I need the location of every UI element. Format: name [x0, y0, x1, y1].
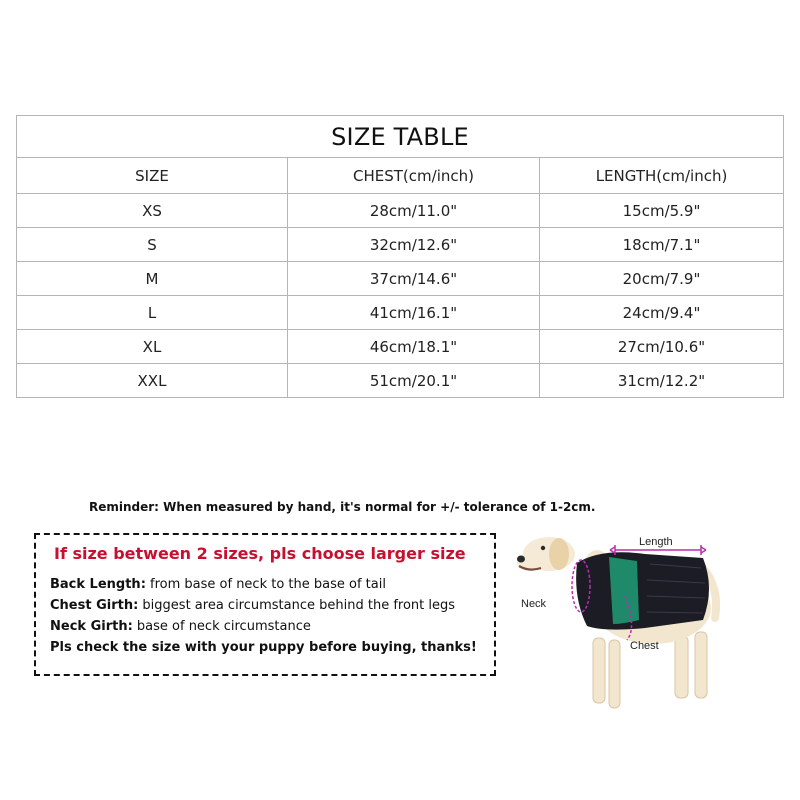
- size-cell: L: [17, 296, 288, 330]
- chest-cell: 32cm/12.6": [288, 228, 540, 262]
- length-cell: 20cm/7.9": [540, 262, 784, 296]
- table-row: [17, 296, 784, 330]
- length-label: Length: [639, 536, 673, 548]
- neck-girth-term: Neck Girth:: [50, 619, 133, 634]
- table-title: SIZE TABLE: [17, 116, 784, 158]
- larger-size-headline: If size between 2 sizes, pls choose larger size: [54, 544, 466, 563]
- table-row: [17, 262, 784, 296]
- dog-measurement-figure: [505, 528, 765, 718]
- measurement-reminder: Reminder: When measured by hand, it's normal for +/- tolerance of 1-2cm.: [89, 500, 596, 514]
- length-cell: 24cm/9.4": [540, 296, 784, 330]
- sizing-notes-box: [34, 533, 496, 676]
- chest-cell: 41cm/16.1": [288, 296, 540, 330]
- chest-girth-desc: biggest area circumstance behind the front legs: [138, 598, 456, 613]
- chest-cell: 51cm/20.1": [288, 364, 540, 398]
- chest-label: Chest: [630, 640, 659, 652]
- size-cell: XXL: [17, 364, 288, 398]
- back-length-note: [50, 577, 386, 592]
- chest-cell: 46cm/18.1": [288, 330, 540, 364]
- chest-cell: 37cm/14.6": [288, 262, 540, 296]
- size-cell: M: [17, 262, 288, 296]
- table-row: [17, 330, 784, 364]
- closing-note: Pls check the size with your puppy before buying, thanks!: [50, 640, 477, 655]
- table-row: [17, 364, 784, 398]
- size-cell: XL: [17, 330, 288, 364]
- chest-cell: 28cm/11.0": [288, 194, 540, 228]
- table-title-row: [17, 116, 784, 158]
- dog-coat: [576, 552, 709, 629]
- column-header-length: LENGTH(cm/inch): [540, 158, 784, 194]
- column-header-size: SIZE: [17, 158, 288, 194]
- length-cell: 27cm/10.6": [540, 330, 784, 364]
- size-cell: XS: [17, 194, 288, 228]
- chest-girth-term: Chest Girth:: [50, 598, 139, 613]
- size-cell: S: [17, 228, 288, 262]
- back-length-term: Back Length:: [50, 577, 146, 592]
- neck-girth-note: [50, 619, 311, 634]
- length-cell: 18cm/7.1": [540, 228, 784, 262]
- neck-girth-desc: base of neck circumstance: [132, 619, 311, 634]
- chest-girth-note: [50, 598, 455, 613]
- back-length-desc: from base of neck to the base of tail: [145, 577, 386, 592]
- length-cell: 31cm/12.2": [540, 364, 784, 398]
- table-header-row: [17, 158, 784, 194]
- table-row: [17, 194, 784, 228]
- length-cell: 15cm/5.9": [540, 194, 784, 228]
- size-table: [16, 115, 784, 398]
- table-row: [17, 228, 784, 262]
- column-header-chest: CHEST(cm/inch): [288, 158, 540, 194]
- neck-label: Neck: [521, 598, 547, 610]
